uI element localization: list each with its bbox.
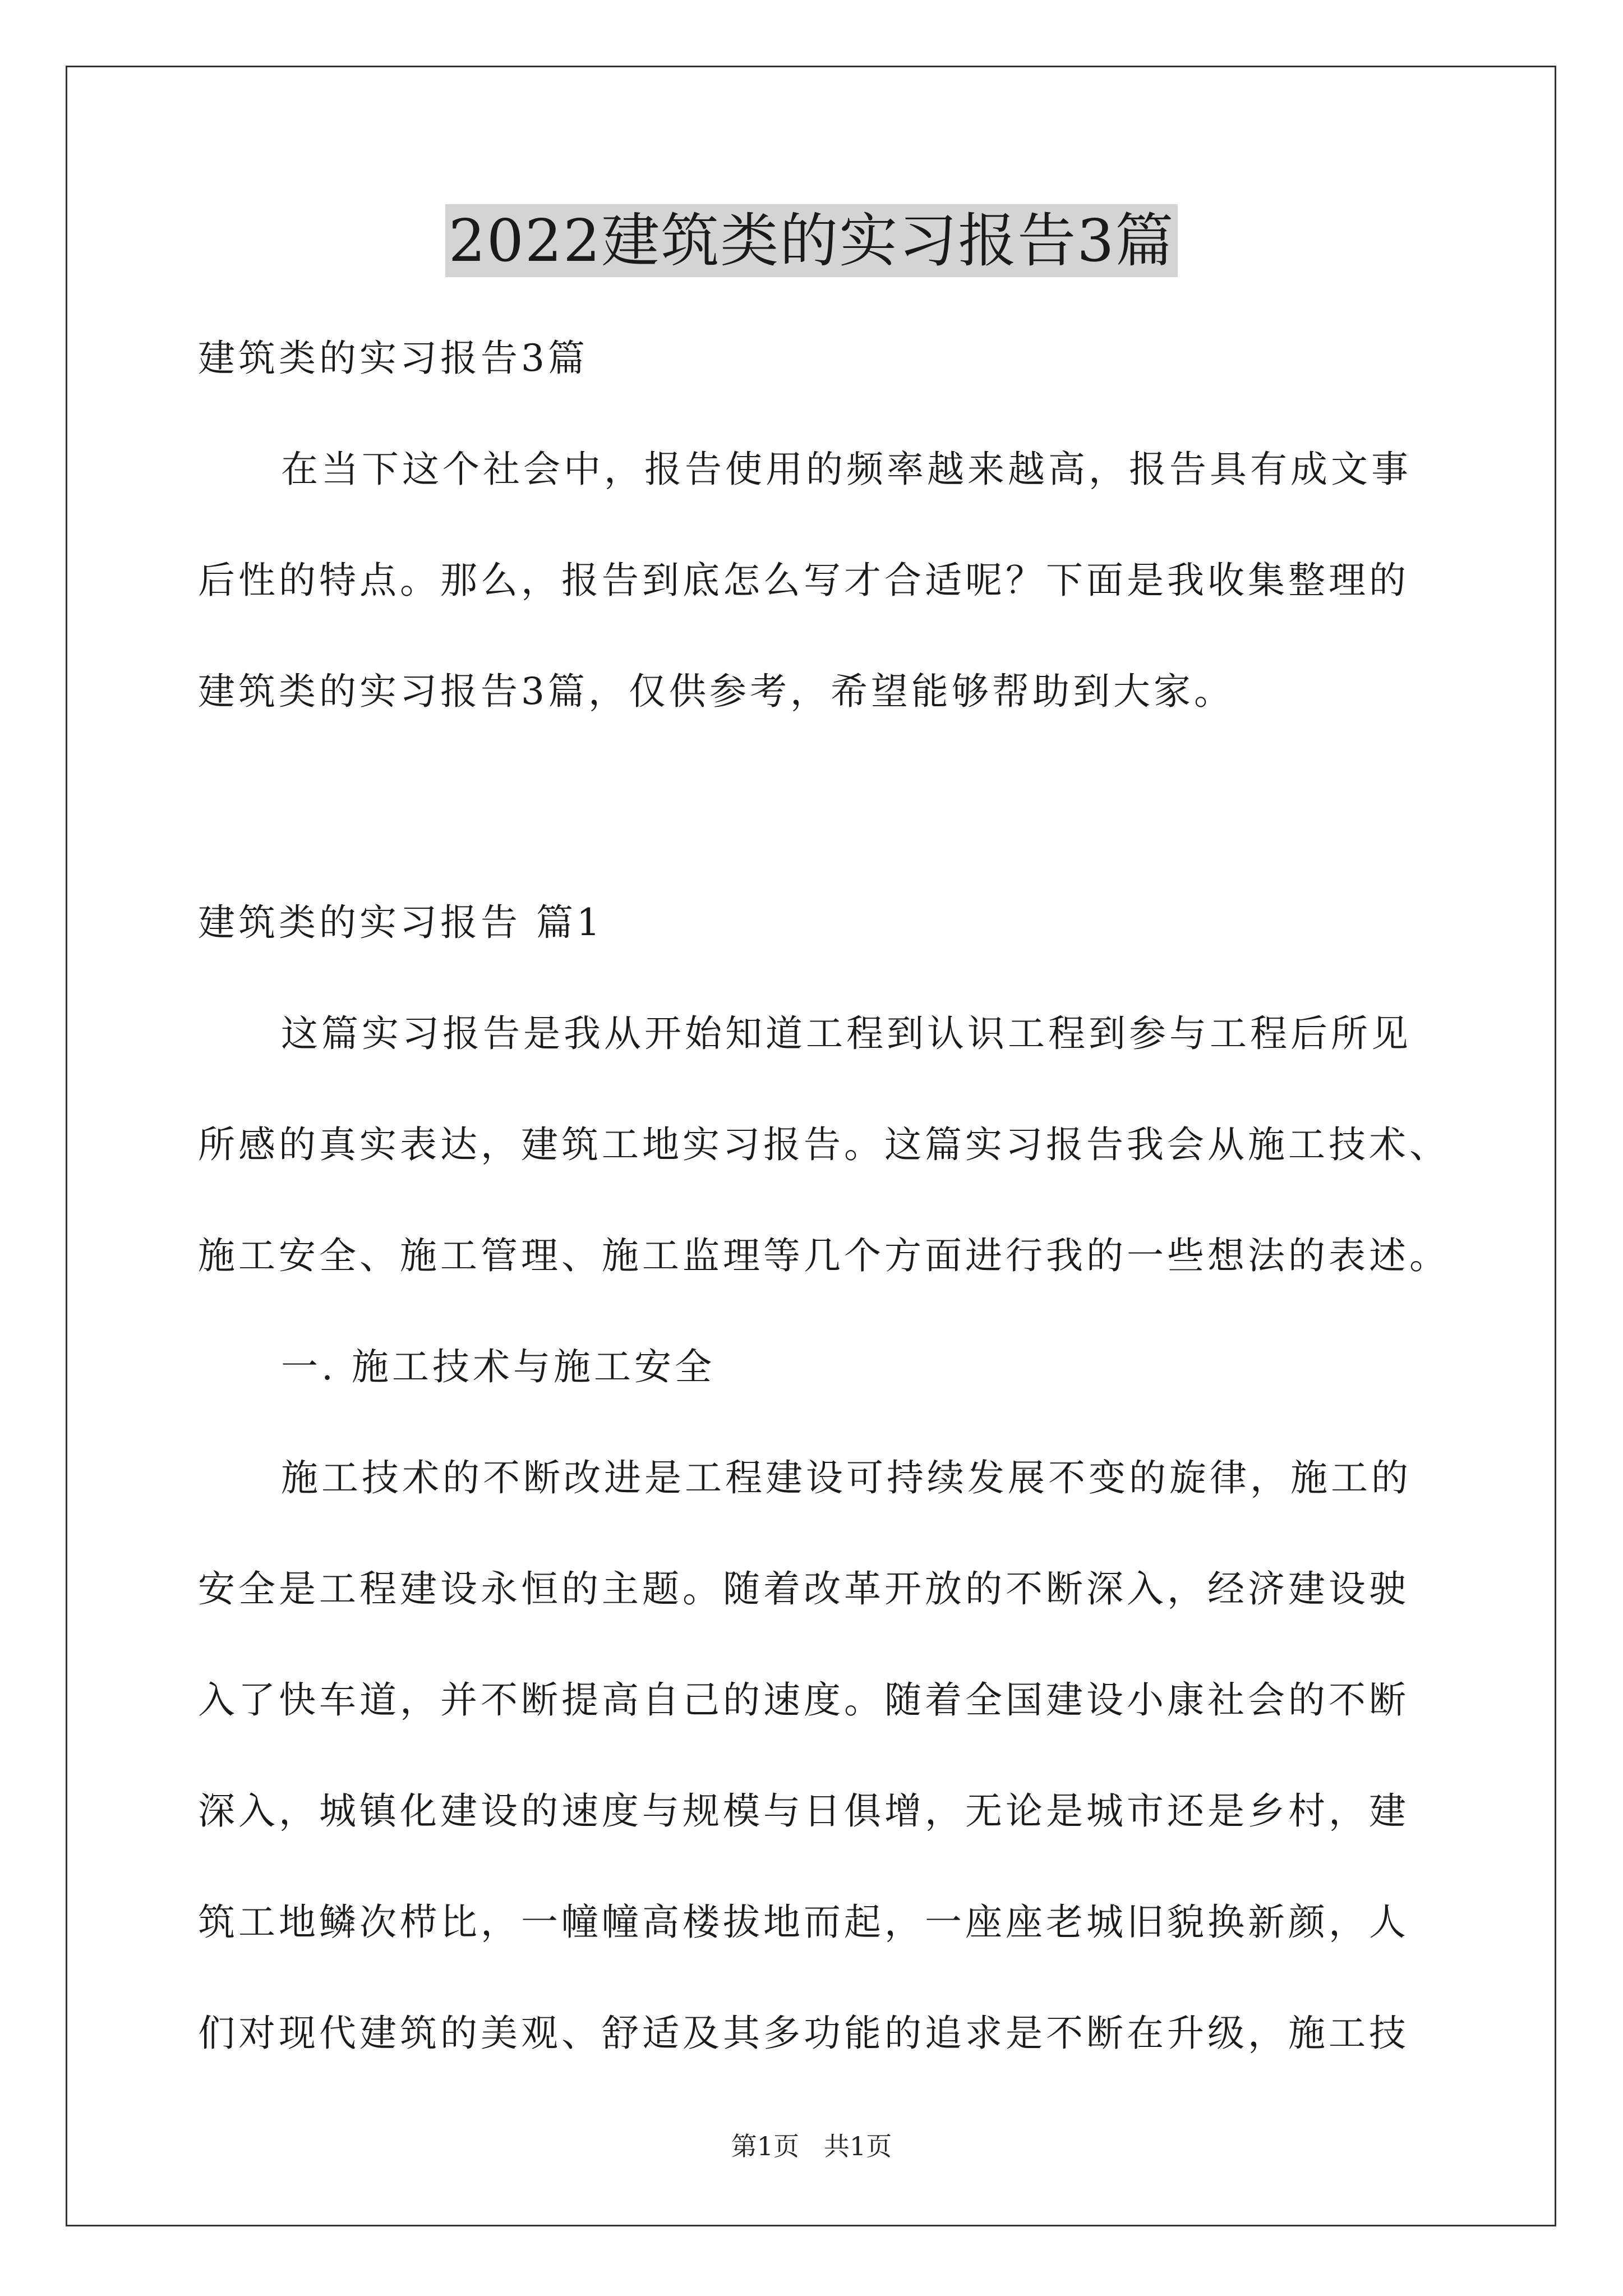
paragraph-line: 入了快车道，并不断提高自己的速度。随着全国建设小康社会的不断 (198, 1678, 1409, 1722)
section-heading: 建筑类的实习报告 篇1 (198, 901, 603, 944)
subsection-heading: 一. 施工技术与施工安全 (281, 1345, 715, 1388)
paragraph-gap (198, 747, 1482, 867)
paragraph-line: 筑工地鳞次栉比，一幢幢高楼拔地而起，一座座老城旧貌换新颜，人 (198, 1901, 1409, 1944)
document-title: 2022建筑类的实习报告3篇 (445, 204, 1178, 277)
paragraph-line: 这篇实习报告是我从开始知道工程到认识工程到参与工程后所见 (281, 1012, 1412, 1055)
document-subtitle: 建筑类的实习报告3篇 (198, 337, 588, 380)
intro-line: 后性的特点。那么，报告到底怎么写才合适呢？下面是我收集整理的 (198, 559, 1409, 602)
document-body (198, 303, 1482, 2089)
paragraph-line: 们对现代建筑的美观、舒适及其多功能的追求是不断在升级，施工技 (198, 2012, 1409, 2055)
paragraph-line: 深入，城镇化建设的速度与规模与日俱增，无论是城市还是乡村，建 (198, 1789, 1409, 1833)
paragraph-line: 所感的真实表达，建筑工地实习报告。这篇实习报告我会从施工技术、 (198, 1123, 1450, 1166)
intro-line: 建筑类的实习报告3篇，仅供参考，希望能够帮助到大家。 (198, 670, 1234, 713)
page-footer: 第1页 共1页 (731, 2131, 892, 2161)
paragraph-line: 安全是工程建设永恒的主题。随着改革开放的不断深入，经济建设驶 (198, 1567, 1409, 1611)
paragraph-line: 施工安全、施工管理、施工监理等几个方面进行我的一些想法的表述。 (198, 1234, 1450, 1277)
document-title-wrapper (0, 204, 1623, 295)
paragraph-line: 施工技术的不断改进是工程建设可持续发展不变的旋律，施工的 (281, 1456, 1412, 1499)
intro-line: 在当下这个社会中，报告使用的频率越来越高，报告具有成文事 (281, 448, 1412, 491)
